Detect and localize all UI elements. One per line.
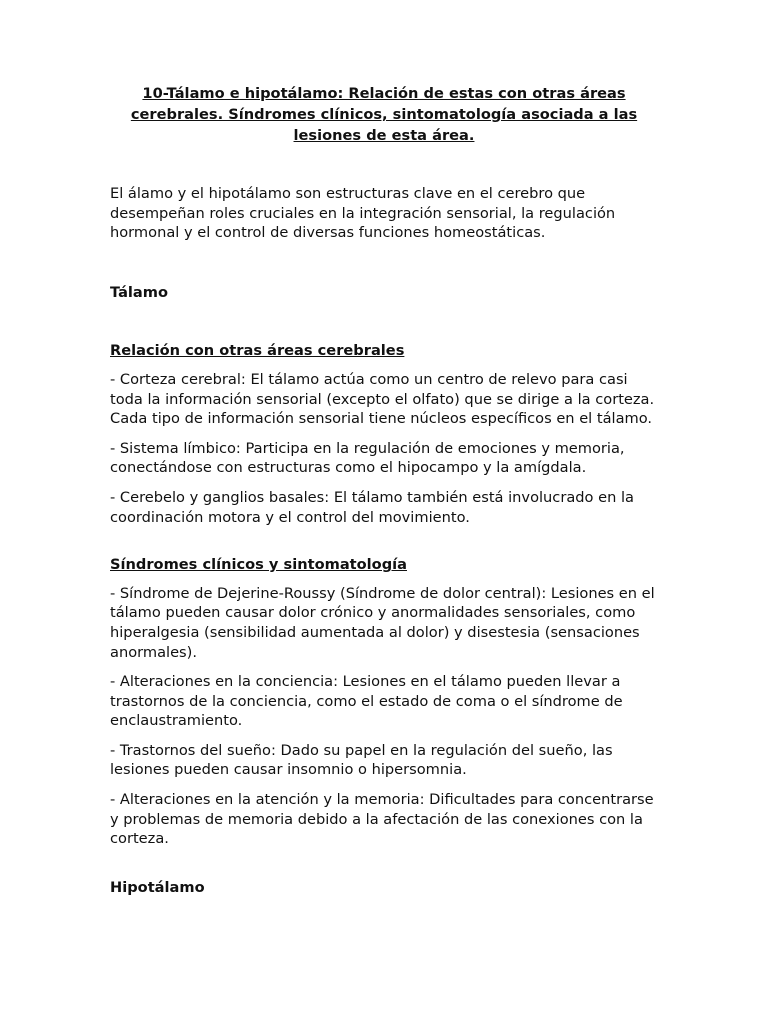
document-body — [110, 83, 658, 897]
list-item: - Trastornos del sueño: Dado su papel en la regulación del sueño, las lesiones pueden causar insomnio o hipersomnia. — [110, 741, 613, 779]
subheading-relations: Relación con otras áreas cerebrales — [110, 342, 405, 360]
section-heading-thalamus: Tálamo — [110, 283, 169, 301]
relations-list — [110, 370, 658, 527]
list-item: - Síndrome de Dejerine-Roussy (Síndrome de dolor central): Lesiones en el tálamo pueden causar dolor crónico y anormalidades sensoriales, como hiperalgesia (sensibilidad aumentada al dolor) y disestesia (sensaciones anormales). — [110, 584, 655, 661]
list-item: - Alteraciones en la atención y la memoria: Dificultades para concentrarse y problemas de memoria debido a la afectación de las conexiones con la corteza. — [110, 791, 654, 848]
list-item: - Cerebelo y ganglios basales: El tálamo también está involucrado en la coordinación motora y el control del movimiento. — [110, 488, 634, 526]
syndromes-list — [110, 584, 658, 849]
list-item: - Alteraciones en la conciencia: Lesiones en el tálamo pueden llevar a trastornos de la conciencia, como el estado de coma o el síndrome de enclaustramiento. — [110, 673, 623, 730]
section-heading-hypothalamus: Hipotálamo — [110, 878, 205, 896]
list-item: - Corteza cerebral: El tálamo actúa como un centro de relevo para casi toda la información sensorial (excepto el olfato) que se dirige a la corteza. Cada tipo de información sensorial tiene núcleos específicos en el tálamo. — [110, 370, 655, 428]
document-title: 10-Tálamo e hipotálamo: Relación de estas con otras áreas cerebrales. Síndromes clínicos, sintomatología asociada a las lesiones de esta área. — [130, 85, 638, 144]
list-item: - Sistema límbico: Participa en la regulación de emociones y memoria, conectándose con estructuras como el hipocampo y la amígdala. — [110, 439, 625, 477]
intro-paragraph: El álamo y el hipotálamo son estructuras clave en el cerebro que desempeñan roles cruciales en la integración sensorial, la regulación hormonal y el control de diversas funciones homeostáticas. — [110, 185, 616, 242]
subheading-syndromes: Síndromes clínicos y sintomatología — [110, 556, 407, 574]
